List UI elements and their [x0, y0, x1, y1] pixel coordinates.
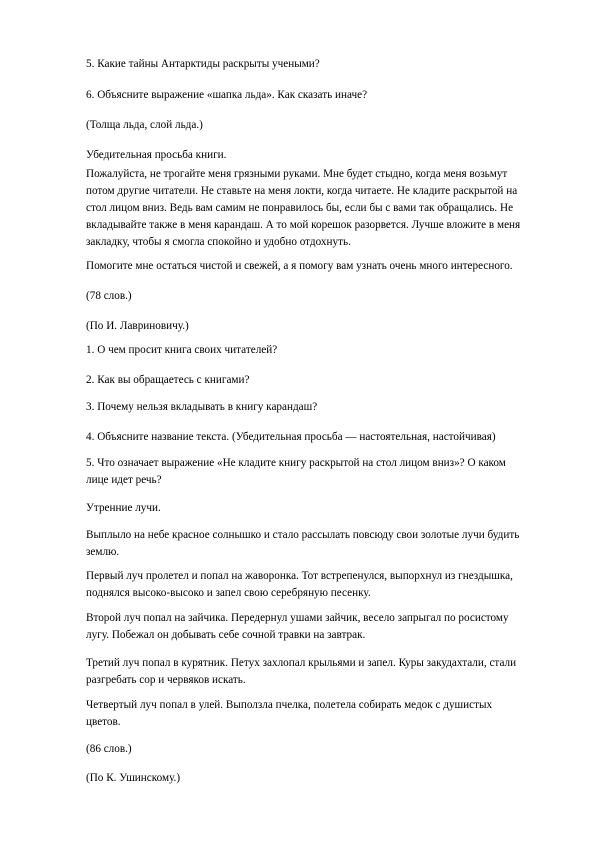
- text-title-morning-rays: Утренние лучи.: [86, 502, 161, 514]
- word-count-78: (78 слов.): [86, 290, 132, 302]
- question-1-book-asks: 1. О чем просит книга своих читателей?: [86, 344, 278, 356]
- text-rays-first: Первый луч пролетел и попал на жаворонка. Тот встрепенулся, выпорхнул из гнездышка, поднялся высоко-высоко и запел свою серебряную песенку.: [86, 570, 513, 599]
- question-2-treat-books: 2. Как вы обращаетесь с книгами?: [86, 374, 250, 386]
- text-book-request-closing: Помогите мне остаться чистой и свежей, а я помогу вам узнать очень много интересного.: [86, 260, 513, 272]
- question-antarctica-secrets: 5. Какие тайны Антарктиды раскрыты учеными?: [86, 58, 320, 70]
- question-ice-cap-expression: 6. Объясните выражение «шапка льда». Как сказать иначе?: [86, 89, 368, 101]
- source-lavrinovich: (По И. Лавриновичу.): [86, 320, 189, 332]
- question-4-title-meaning: 4. Объясните название текста. (Убедительная просьба — настоятельная, настойчивая): [86, 431, 496, 443]
- text-rays-fourth: Четвертый луч попал в улей. Выползла пчелка, полетела собирать медок с душистых цветов.: [86, 699, 493, 728]
- question-5-expression: 5. Что означает выражение «Не кладите книгу раскрытой на стол лицом вниз»? О каком лице идет речь?: [86, 457, 506, 486]
- answer-ice-cap: (Толща льда, слой льда.): [86, 119, 203, 131]
- source-ushinsky: (По К. Ушинскому.): [86, 772, 181, 784]
- text-rays-sun: Выплыло на небе красное солнышко и стало рассылать повсюду свои золотые лучи будить землю.: [86, 529, 520, 558]
- question-3-pencil: 3. Почему нельзя вкладывать в книгу карандаш?: [86, 401, 318, 413]
- text-rays-second: Второй луч попал на зайчика. Передернул ушами зайчик, весело запрыгал по росистому лугу. Побежал он добывать себе сочной травки на завтрак.: [86, 612, 509, 641]
- text-book-request-body: Пожалуйста, не трогайте меня грязными руками. Мне будет стыдно, когда меня возьмут потом другие читатели. Не ставьте на меня локти, когда читаете. Не кладите раскрытой на стол лицом вниз. Ведь вам самим не понравилось бы, если бы с вами так обращались. Не вкладывайте также в меня карандаш. А то мой корешок разорвется. Лучше вложите в меня закладку, чтобы я смогла спокойно и удобно отдохнуть.: [86, 168, 521, 248]
- text-rays-third: Третий луч попал в курятник. Петух захлопал крыльями и запел. Куры закудахтали, стали разгребать сор и червяков искать.: [86, 657, 517, 686]
- text-title-book-request: Убедительная просьба книги.: [86, 149, 227, 161]
- word-count-86: (86 слов.): [86, 743, 132, 755]
